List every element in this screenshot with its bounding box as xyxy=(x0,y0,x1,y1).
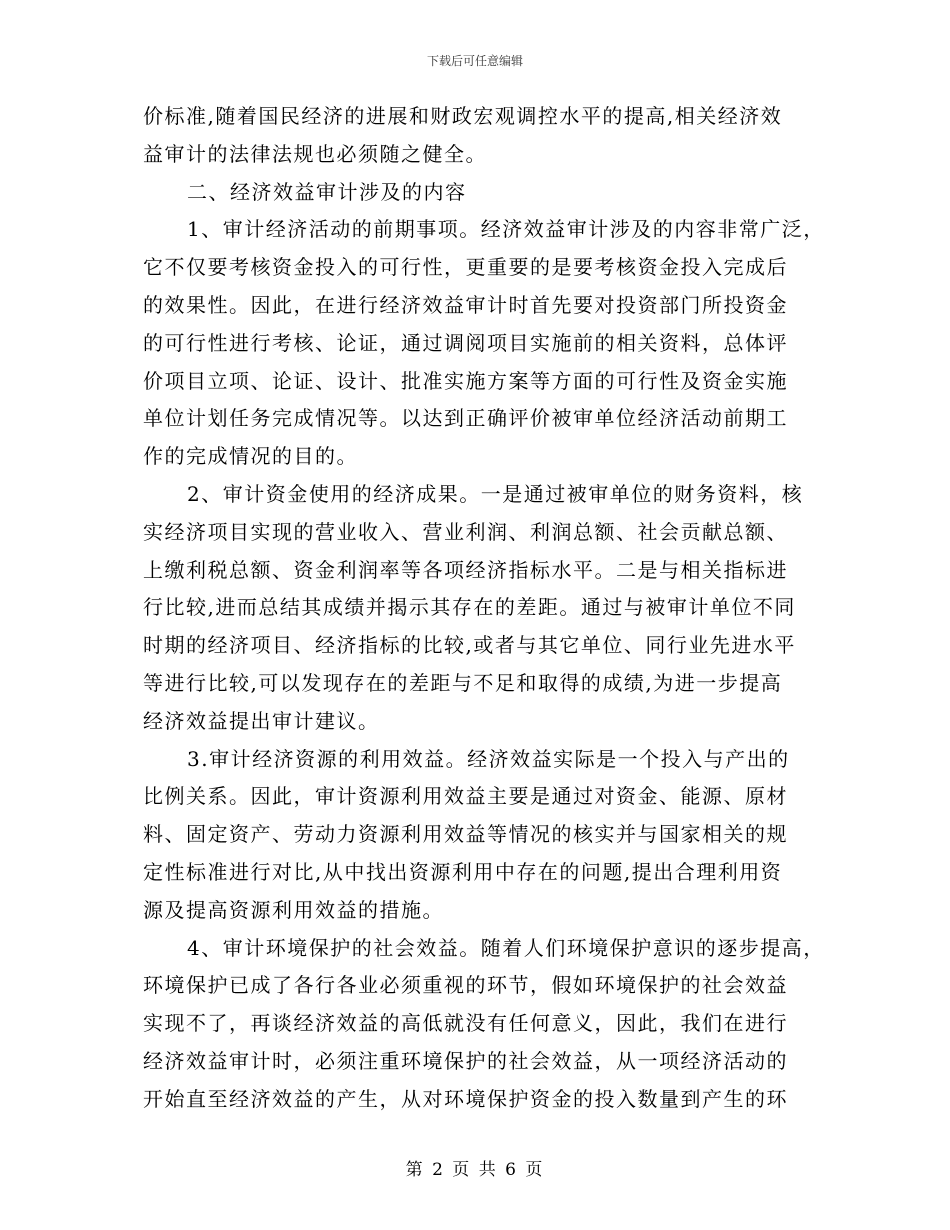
paragraph-first-line: 1、审计经济活动的前期事项。经济效益审计涉及的内容非常广泛， xyxy=(187,217,825,242)
text-line: 上缴利税总额、资金利润率等各项经济指标水平。二是与相关指标进 xyxy=(143,557,788,582)
text-line: 等进行比较,可以发现存在的差距与不足和取得的成绩,为进一步提高 xyxy=(143,670,783,695)
section-heading: 二、经济效益审计涉及的内容 xyxy=(187,179,467,204)
text-line: 益审计的法律法规也必须随之健全。 xyxy=(143,141,487,166)
text-line: 开始直至经济效益的产生，从对环境保护资金的投入数量到产生的环 xyxy=(143,1086,788,1111)
text-line: 时期的经济项目、经济指标的比较,或者与其它单位、同行业先进水平 xyxy=(143,633,796,658)
text-line: 它不仅要考核资金投入的可行性，更重要的是要考核资金投入完成后 xyxy=(143,255,788,280)
text-line: 价标准,随着国民经济的进展和财政宏观调控水平的提高,相关经济效 xyxy=(143,104,783,128)
page-header: 下载后可任意编辑 xyxy=(426,54,523,68)
text-line: 行比较,进而总结其成绩并揭示其存在的差距。通过与被审计单位不同 xyxy=(143,595,796,620)
paragraph-first-line: 3.审计经济资源的利用效益。经济效益实际是一个投入与产出的 xyxy=(187,746,790,771)
text-line: 比例关系。因此，审计资源利用效益主要是通过对资金、能源、原材 xyxy=(143,784,788,809)
text-line: 源及提高资源利用效益的措施。 xyxy=(143,897,444,922)
text-line: 经济效益审计时，必须注重环境保护的社会效益，从一项经济活动的 xyxy=(143,1048,788,1073)
text-line: 实经济项目实现的营业收入、营业利润、利润总额、社会贡献总额、 xyxy=(143,519,788,544)
text-line: 单位计划任务完成情况等。以达到正确评价被审单位经济活动前期工 xyxy=(143,406,788,431)
text-line: 环境保护已成了各行各业必须重视的环节，假如环境保护的社会效益 xyxy=(143,973,788,998)
text-line: 价项目立项、论证、设计、批准实施方案等方面的可行性及资金实施 xyxy=(143,368,788,393)
text-line: 定性标准进行对比,从中找出资源利用中存在的问题,提出合理利用资 xyxy=(143,859,783,884)
paragraph-first-line: 4、审计环境保护的社会效益。随着人们环境保护意识的逐步提高， xyxy=(187,935,825,960)
text-line: 实现不了，再谈经济效益的高低就没有任何意义，因此，我们在进行 xyxy=(143,1011,788,1036)
text-line: 的效果性。因此，在进行经济效益审计时首先要对投资部门所投资金 xyxy=(143,292,788,317)
text-line: 作的完成情况的目的。 xyxy=(143,444,358,469)
text-line: 经济效益提出审计建议。 xyxy=(143,708,380,733)
text-line: 料、固定资产、劳动力资源利用效益等情况的核实并与国家相关的规 xyxy=(143,822,788,847)
paragraph-first-line: 2、审计资金使用的经济成果。一是通过被审单位的财务资料，核 xyxy=(187,481,804,506)
text-line: 的可行性进行考核、论证，通过调阅项目实施前的相关资料，总体评 xyxy=(143,330,788,355)
page-number: 第 2 页 共 6 页 xyxy=(405,1160,545,1180)
document-body xyxy=(143,98,825,1119)
